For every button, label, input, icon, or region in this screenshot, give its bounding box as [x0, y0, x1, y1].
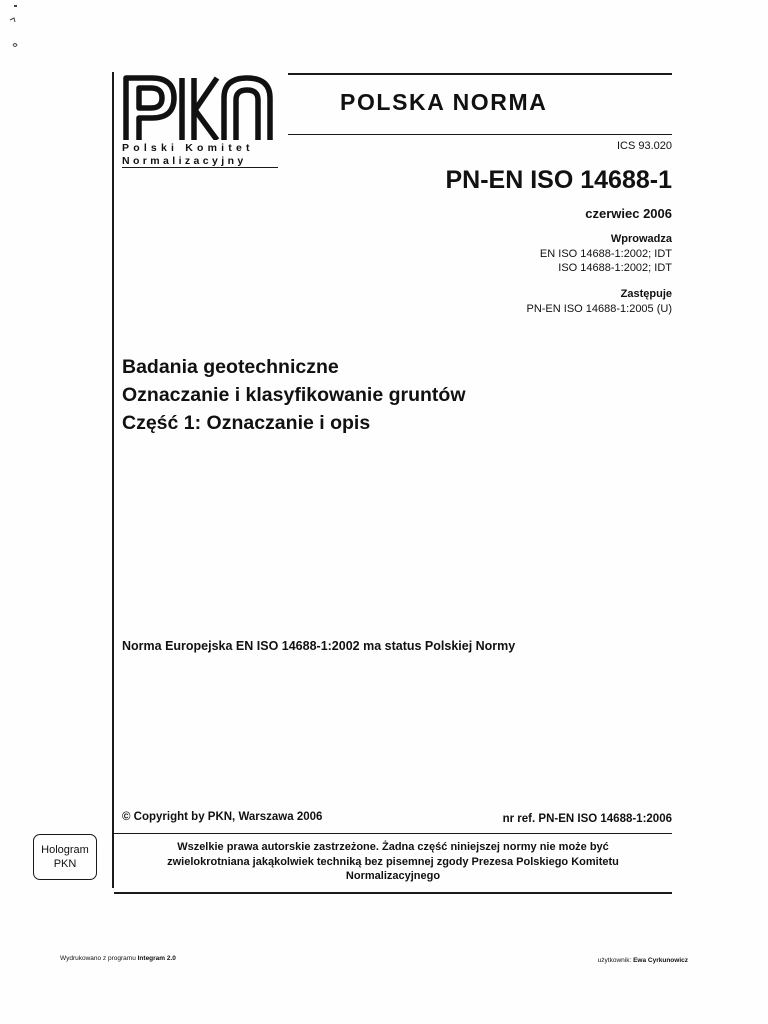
publication-date: czerwiec 2006	[585, 206, 672, 221]
introduces-item: ISO 14688-1:2002; IDT	[558, 262, 672, 274]
status-note: Norma Europejska EN ISO 14688-1:2002 ma status Polskiej Normy	[122, 639, 516, 653]
org-name-line1: Polski Komitet	[122, 142, 254, 154]
copyright: © Copyright by PKN, Warszawa 2006	[122, 811, 323, 823]
copyright-rule	[114, 833, 672, 834]
introduces-item: EN ISO 14688-1:2002; IDT	[539, 247, 672, 260]
footer-user-prefix: użytkownik:	[597, 957, 632, 964]
rights-line: Wszelkie prawa autorskie zastrzeżone. Żadna część niniejszej normy nie może być	[177, 841, 609, 853]
org-name-line2: Normalizacyjny	[122, 155, 278, 168]
footer-program-name: Integram 2.0	[137, 955, 176, 962]
title-line: Część 1: Oznaczanie i opis	[122, 412, 371, 434]
left-vertical-rule	[112, 72, 114, 888]
hologram-label: PKN	[53, 858, 77, 870]
pkn-logo-icon	[122, 74, 278, 140]
top-rule	[288, 73, 672, 75]
reference-number: nr ref. PN-EN ISO 14688-1:2006	[502, 813, 672, 825]
introduces-label: Wprowadza	[610, 233, 672, 245]
footer-printed-from	[60, 955, 176, 962]
introduces-block	[540, 232, 672, 276]
replaces-block	[526, 287, 672, 316]
bottom-rule	[114, 892, 672, 894]
title-line: Badania geotechniczne	[122, 356, 339, 378]
hologram-placeholder	[33, 834, 97, 880]
rights-line: zwielokrotniana jakąkolwiek techniką bez pisemnej zgody Prezesa Polskiego Komitetu	[167, 855, 619, 868]
footer-printed-prefix: Wydrukowano z programu	[60, 955, 136, 962]
footer-user	[598, 957, 688, 964]
title-line: Oznaczanie i klasyfikowanie gruntów	[122, 384, 466, 406]
replaces-label: Zastępuje	[620, 288, 672, 300]
document-type: POLSKA NORMA	[340, 89, 548, 115]
ics-code: ICS 93.020	[616, 140, 672, 152]
replaces-item: PN-EN ISO 14688-1:2005 (U)	[526, 302, 672, 315]
document-title	[122, 353, 466, 437]
rights-line: Normalizacyjnego	[345, 870, 441, 882]
header-rule	[288, 134, 672, 135]
scan-specks	[0, 0, 30, 60]
hologram-label: Hologram	[41, 844, 89, 856]
rights-notice	[114, 840, 672, 884]
footer-user-name: Ewa Cyrkunowicz	[633, 957, 688, 964]
standard-number: PN-EN ISO 14688-1	[445, 166, 672, 194]
